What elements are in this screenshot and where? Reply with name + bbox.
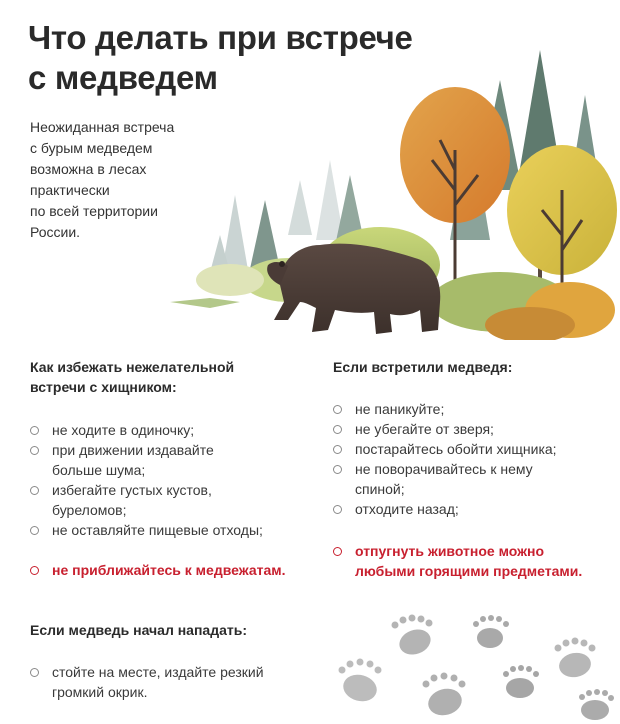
paw-print-icon (339, 659, 382, 705)
forest-bear-illustration (170, 40, 620, 340)
intro-line: возможна в лесах (30, 161, 147, 177)
list-item: не оставляйте пищевые отходы; (30, 520, 320, 540)
list-item: стойте на месте, издайте резкий громкий окрик. (30, 662, 330, 702)
paw-print-icon (473, 615, 509, 648)
bullet-icon (30, 486, 39, 495)
bullet-icon (30, 446, 39, 455)
bullet-icon (333, 505, 342, 514)
bullet-icon (30, 426, 39, 435)
met-list (333, 399, 618, 519)
list-item: постарайтесь обойти хищника; (333, 439, 618, 459)
intro-line: практически (30, 182, 110, 198)
avoid-heading-line: Как избежать нежелательной (30, 359, 235, 375)
attack-heading: Если медведь начал нападать: (30, 622, 248, 638)
paw-print-icon (392, 615, 435, 659)
avoid-heading-line: встречи с хищником: (30, 379, 177, 395)
list-item: при движении издавайте больше шума; (30, 440, 320, 480)
list-item: отходите назад; (333, 499, 618, 519)
bullet-icon (30, 526, 39, 535)
title-line-1: Что делать при встрече (28, 19, 413, 56)
intro-line: России. (30, 224, 81, 240)
bullet-icon (333, 445, 342, 454)
warning-item: отпугнуть животное можно любыми горящими предметами. (333, 541, 618, 581)
bullet-icon (30, 566, 39, 575)
title-line-2: с медведем (28, 59, 218, 96)
bear-paw-prints-illustration (330, 610, 620, 724)
avoid-heading (30, 357, 320, 397)
paw-print-icon (579, 689, 614, 720)
list-item: не ходите в одиночку; (30, 420, 320, 440)
bullet-icon (333, 547, 342, 556)
paw-print-icon (423, 673, 466, 719)
bullet-icon (333, 465, 342, 474)
bullet-icon (333, 405, 342, 414)
avoid-list (30, 420, 320, 540)
intro-line: по всей территории (30, 203, 158, 219)
list-item: не убегайте от зверя; (333, 419, 618, 439)
bullet-icon (30, 668, 39, 677)
met-warning (333, 541, 618, 581)
list-item: не поворачивайтесь к нему спиной; (333, 459, 618, 499)
paw-print-icon (503, 665, 539, 698)
list-item: избегайте густых кустов, буреломов; (30, 480, 320, 520)
avoid-warning (30, 560, 330, 580)
bullet-icon (333, 425, 342, 434)
attack-list (30, 662, 330, 702)
list-item: не паникуйте; (333, 399, 618, 419)
intro-line: с бурым медведем (30, 140, 153, 156)
paw-print-icon (555, 638, 596, 680)
met-heading: Если встретили медведя: (333, 359, 513, 375)
warning-item: не приближайтесь к медвежатам. (30, 560, 330, 580)
intro-line: Неожиданная встреча (30, 119, 175, 135)
